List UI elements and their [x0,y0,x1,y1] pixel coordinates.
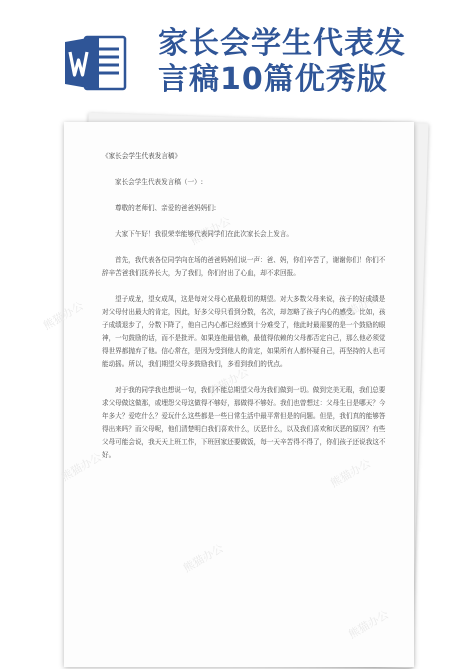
title-line-1: 家长会学生代表发 [158,26,406,61]
svg-text:熊猫办公: 熊猫办公 [188,214,233,248]
svg-text:熊猫办公: 熊猫办公 [336,290,381,324]
svg-text:熊猫办公: 熊猫办公 [346,607,391,642]
svg-text:熊猫办公: 熊猫办公 [181,541,226,575]
paragraph: 望子成龙，望女成凤，这是每对父母心底最殷切的期望。对大多数父母来说，孩子的好成绩是对父母付出最大的肯定，因此，好多父母只看到分数，名次，却忽略了孩子内心的感受。比如，孩子成绩退步了，分数下降了，他自己内心都已经感到十分难受了，他此时最需要的是一个鼓励的眼神，一句鼓励的话，而不是批评。如果连他最信赖，最值得依赖的父母都否定自己，那么他必须觉得世界都抛弃了他。信心常在，是因为受到他人的肯定，如果所有人都怀疑自己，再坚持的人也可能动摇。所以，我们期望父母多鼓励我们，多看到我们的优点。 [102,295,386,368]
svg-text:熊猫办公: 熊猫办公 [41,299,86,333]
paragraph: 首先，我代表各位同学向在场的爸爸妈妈们说一声：爸、妈，你们辛苦了，谢谢你们！你们不辞辛苦爸我们抚养长大，为了我们，你们付出了心血，却不求回报。 [102,256,386,277]
title-line-2: 言稿10篇优秀版 [158,62,388,97]
word-document-icon [63,33,127,93]
document-page [41,122,414,667]
document-greeting: 尊敬的老师们、亲爱的爸爸妈妈们: [115,204,217,212]
svg-text:熊猫办公: 熊猫办公 [328,456,373,490]
page-header [0,0,474,110]
document-body [102,150,387,475]
paragraph: 大家下午好！我很荣幸能够代表同学们在此次家长会上发言。 [115,230,294,238]
paragraph: 对于我的同学我也想说一句，我们不能总期望父母为我们做到一切。做到完美无瑕，我们总要求父母做这做那，或埋怨父母这做得不够好，那做得不够好。我们也曾想过：父母生日是哪天？今年多大？爱吃什么？爱玩什么这些都是一些日常生活中最平常但是的问题。但是，我们真的能够答得出来吗？而父母呢，他们清楚明白我们喜欢什么，厌恶什么，以及我们喜欢和厌恶的原因？有些父母可能会说，我天天上班工作，下班回家还要做饭，每一天辛苦得不得了，你们孩子还说我这不好。 [102,386,386,459]
document-heading: 《家长会学生代表发言稿》 [102,152,182,160]
page-title [158,26,458,98]
svg-text:熊猫办公: 熊猫办公 [59,450,104,484]
svg-text:熊猫办公: 熊猫办公 [206,365,251,399]
document-subheading: 家长会学生代表发言稿（一）: [115,178,203,186]
